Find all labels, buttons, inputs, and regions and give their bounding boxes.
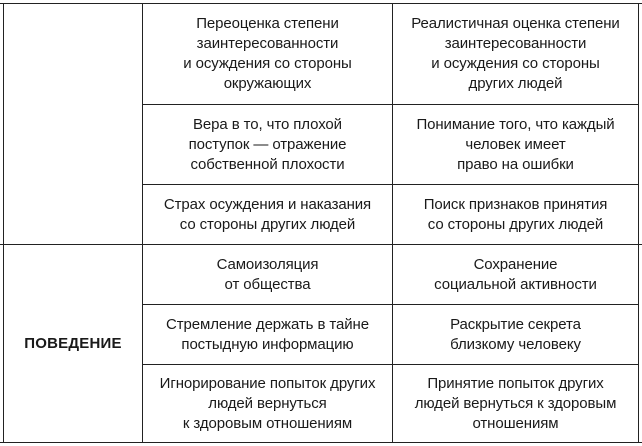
cell-left: Страх осуждения и наказания со стороны других людей <box>163 195 372 233</box>
cell-left: Переоценка степени заинтересованности и осуждения со стороны окружающих <box>183 15 352 92</box>
cell-left: Самоизоляция от общества <box>216 255 319 293</box>
cell-left: Игнорирование попыток других людей вернуться к здоровым отношениям <box>159 374 376 432</box>
table-border-right <box>638 3 639 443</box>
section-label-thoughts <box>4 4 142 244</box>
cell-right: Понимание того, что каждый человек имеет право на ошибки <box>416 115 615 173</box>
table-border-bottom <box>0 442 642 443</box>
cell-right: Реалистичная оценка степени заинтересованности и осуждения со стороны других людей <box>411 15 620 92</box>
cell-right: Поиск признаков принятия со стороны других людей <box>423 195 608 233</box>
cell-left: Стремление держать в тайне постыдную информацию <box>166 315 369 353</box>
cell-left: Вера в то, что плохой поступок — отражение собственной плохости <box>188 115 347 173</box>
cell-right: Сохранение социальной активности <box>434 255 597 293</box>
cell-right: Раскрытие секрета близкому человеку <box>450 315 581 353</box>
section-label-behavior: ПОВЕДЕНИЕ <box>24 335 122 352</box>
cell-right: Принятие попыток других людей вернуться к здоровым отношениям <box>414 374 617 432</box>
